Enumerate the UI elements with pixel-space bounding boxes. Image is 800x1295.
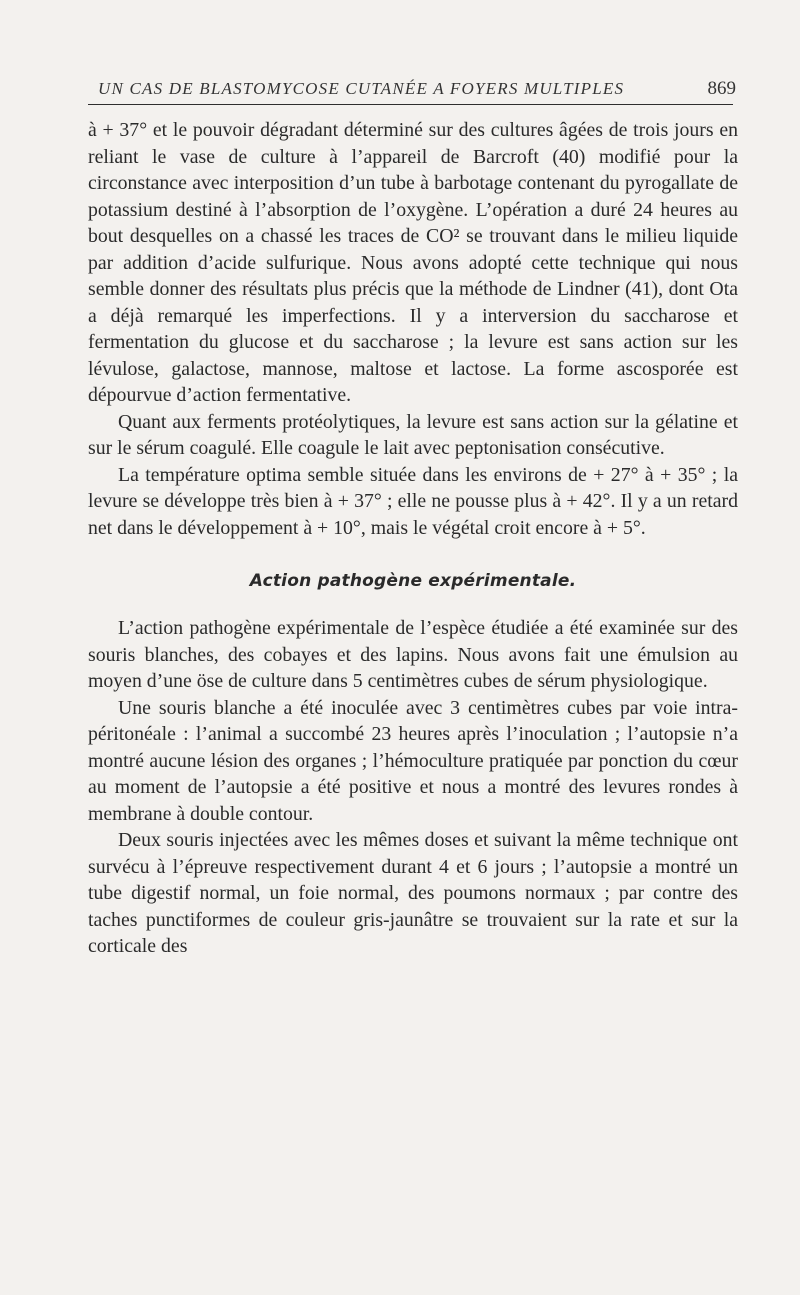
running-header — [88, 78, 738, 100]
section-heading: Action pathogène expérimentale. — [249, 571, 577, 591]
paragraph-two-mice: Deux souris injectées avec les mêmes doses et suivant la même technique ont survécu à l’épreuve respectivement durant 4 et 6 jours ; l’autopsie a montré un tube digestif normal, un foie normal, des poumons normaux ; par contre des taches punctiformes de couleur gris-jaunâtre se trouvaient sur la rate et sur la corticale des — [88, 829, 738, 957]
header-rule — [88, 104, 733, 105]
paragraph-continuation: à + 37° et le pouvoir dégradant déterminé sur des cultures âgées de trois jours en reliant le vase de culture à l’appareil de Barcroft (40) modifié pour la circonstance avec interposition d’un tube à barbotage contenant du pyrogallate de potassium destiné à l’absorption de l’oxygène. L’opération a duré 24 heures au bout desquelles on a chassé les traces de CO² se trouvant dans le milieu liquide par addition d’acide sulfurique. Nous avons adopté cette technique qui nous semble donner des résultats plus précis que la méthode de Lindner (41), dont Ota a déjà remarqué les imperfections. Il y a interversion du saccharose et fermentation du glucose et du saccharose ; la levure est sans action sur les lévulose, galactose, mannose, maltose et lactose. La forme ascosporée est dépourvue d’action fermentative. — [88, 119, 738, 406]
book-page — [88, 78, 738, 960]
paragraph-white-mouse: Une souris blanche a été inoculée avec 3 centimètres cubes par voie intra-péritonéale : l’animal a succombé 23 heures après l’inoculation ; l’autopsie n’a montré aucune lésion des organes ; l’hémoculture pratiquée par ponction du cœur au moment de l’autopsie a été positive et nous a montré des levures rondes à membrane à double contour. — [88, 696, 738, 825]
running-title: UN CAS DE BLASTOMYCOSE CUTANÉE A FOYERS MULTIPLES — [98, 79, 625, 98]
paragraph-pathogenic-action: L’action pathogène expérimentale de l’espèce étudiée a été examinée sur des souris blanches, des cobayes et des lapins. Nous avons fait une émulsion au moyen d’une öse de culture dans 5 centimètres cubes de sérum physiologique. — [88, 617, 738, 692]
paragraph-temperature: La température optima semble située dans les environs de + 27° à + 35° ; la levure se développe très bien à + 37° ; elle ne pousse plus à + 42°. Il y a un retard net dans le développement à + 10°, mais le végétal croit encore à + 5°. — [88, 463, 738, 539]
paragraph-ferments: Quant aux ferments protéolytiques, la levure est sans action sur la gélatine et sur le sérum coagulé. Elle coagule le lait avec peptonisation consécutive. — [88, 410, 738, 459]
page-number: 869 — [707, 78, 736, 99]
